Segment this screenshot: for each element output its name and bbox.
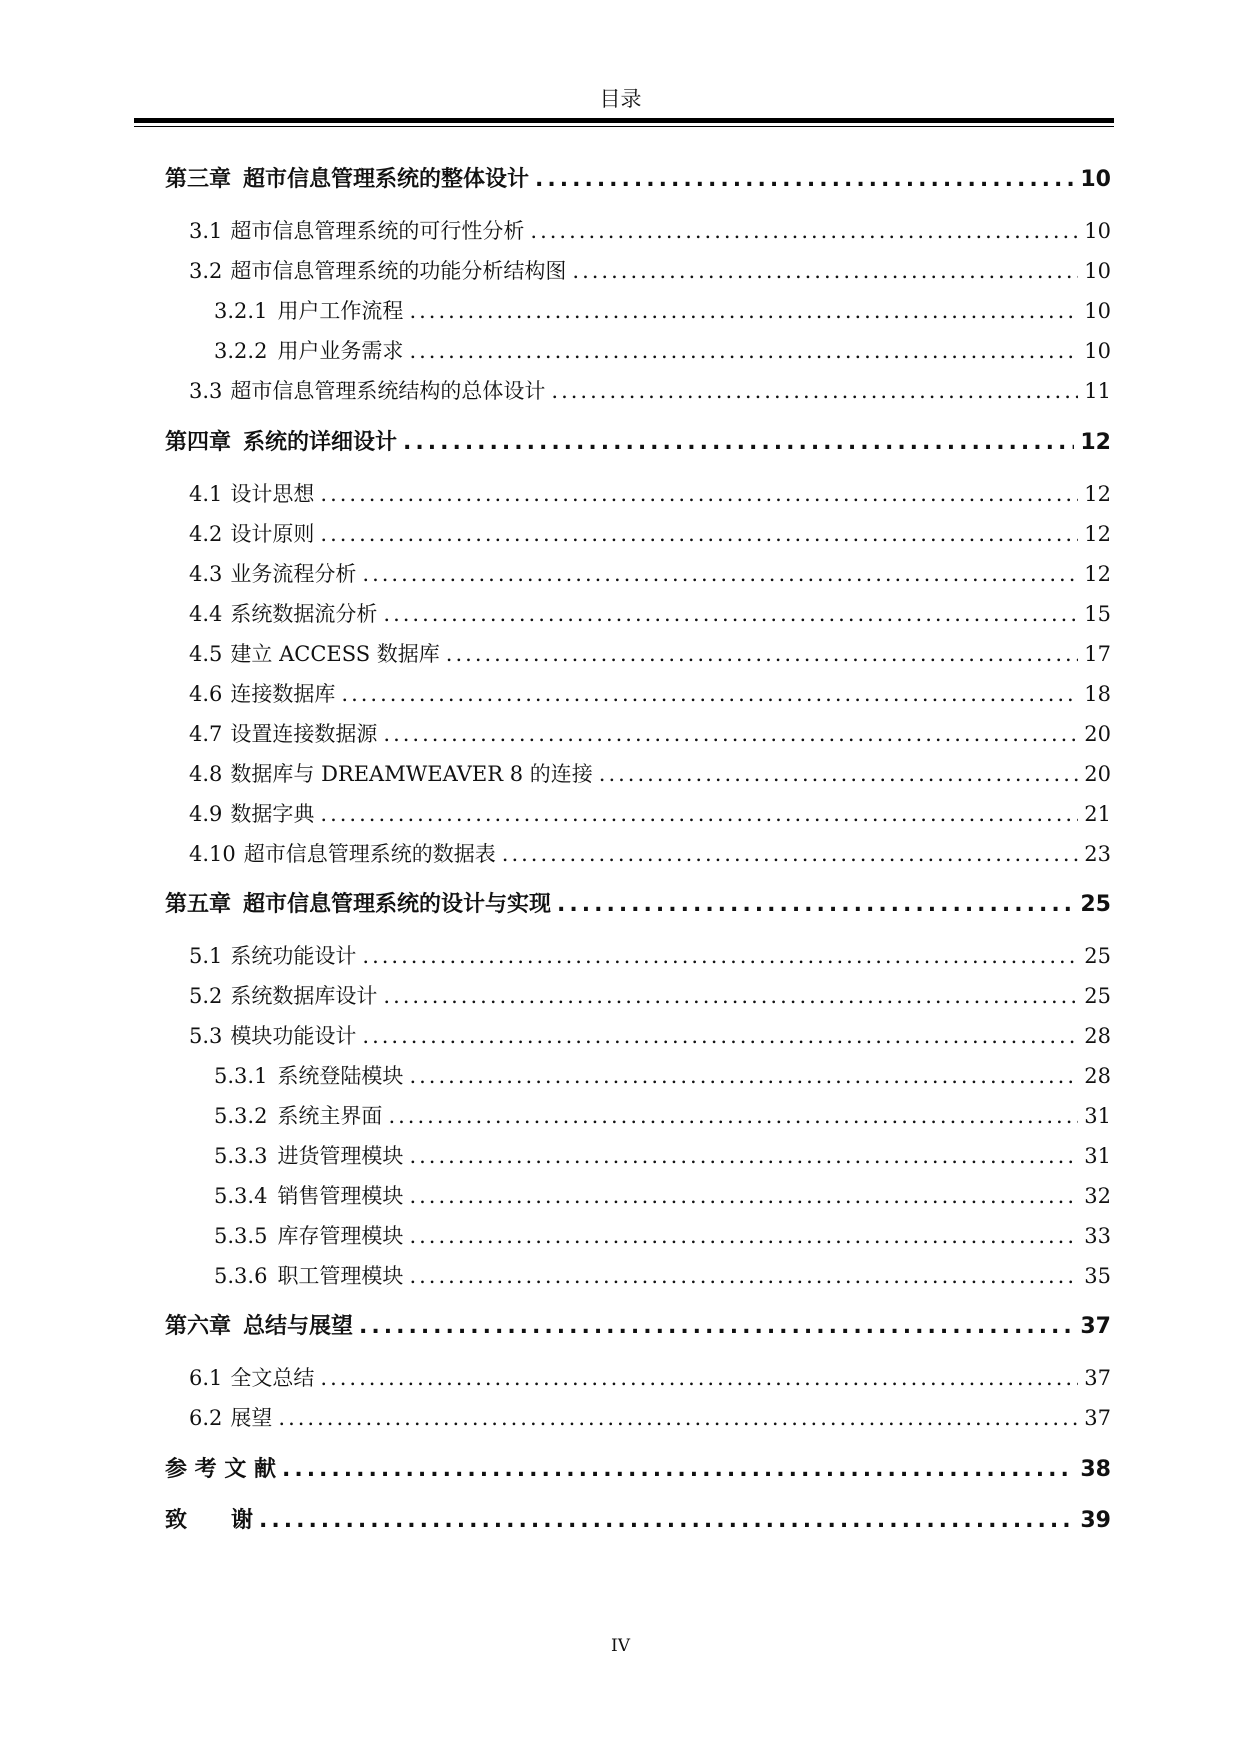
toc-dot-leader [362,1020,1078,1052]
toc-entry-number: 5.3.1 [214,1064,268,1088]
toc-entry[interactable] [214,1100,1111,1132]
toc-entry-title: 系统登陆模块 [277,1064,404,1088]
toc-entry-title: 进货管理模块 [277,1144,404,1168]
toc-entry[interactable] [189,838,1111,870]
toc-entry-title: 总结与展望 [243,1314,354,1339]
toc-entry-title: 设置连接数据源 [230,722,378,746]
toc-entry-page: 25 [1084,984,1111,1008]
toc-entry-number: 3.3 [189,379,223,403]
toc-entry-title: 超市信息管理系统的可行性分析 [230,219,525,243]
toc-entry-number: 5.1 [189,944,223,968]
toc-entry-title: 系统的详细设计 [243,430,398,455]
toc-dot-leader [409,335,1078,367]
toc-entry[interactable] [189,1402,1111,1434]
toc-dot-leader [359,1311,1074,1343]
toc-entry-title: 建立 ACCESS 数据库 [230,642,440,666]
toc-entry-title: 系统功能设计 [230,944,357,968]
toc-entry-page: 28 [1084,1024,1111,1048]
header-rule-thick [134,118,1114,123]
toc-entry-number: 4.5 [189,642,223,666]
toc-entry[interactable] [214,1060,1111,1092]
toc-dot-leader [320,1362,1078,1394]
toc-entry-page: 25 [1084,944,1111,968]
toc-entry[interactable] [165,889,1111,921]
toc-entry[interactable] [165,1505,1111,1537]
toc-entry-page: 18 [1084,682,1111,706]
toc-entry-page: 31 [1084,1144,1111,1168]
toc-entry[interactable] [214,295,1111,327]
toc-entry-number: 5.3.2 [214,1104,268,1128]
toc-entry-number: 第六章 [165,1314,232,1339]
toc-entry-page: 10 [1084,219,1111,243]
toc-entry-page: 39 [1080,1508,1111,1533]
toc-entry-page: 12 [1084,562,1111,586]
toc-entry-number: 第三章 [165,167,232,192]
header-rule-thin [134,126,1114,127]
page-header-title: 目录 [599,87,642,111]
toc-entry[interactable] [189,1362,1111,1394]
toc-entry-title: 数据字典 [230,802,315,826]
toc-entry-number: 5.3.6 [214,1264,268,1288]
toc-dot-leader [362,940,1078,972]
toc-entry-number: 4.10 [189,842,236,866]
toc-entry[interactable] [189,940,1111,972]
toc-entry-number: 4.2 [189,522,223,546]
toc-entry[interactable] [214,335,1111,367]
toc-entry-number: 5.3.4 [214,1184,268,1208]
toc-entry-title: 系统数据流分析 [230,602,378,626]
toc-entry-title: 模块功能设计 [230,1024,357,1048]
toc-entry[interactable] [189,518,1111,550]
toc-entry-page: 23 [1084,842,1111,866]
toc-entry-title: 超市信息管理系统的整体设计 [243,167,530,192]
toc-entry-page: 32 [1084,1184,1111,1208]
toc-dot-leader [383,598,1078,630]
toc-dot-leader [409,1060,1078,1092]
toc-entry-number: 4.8 [189,762,223,786]
toc-dot-leader [320,478,1078,510]
toc-entry[interactable] [165,427,1111,459]
toc-dot-leader [278,1402,1078,1434]
toc-dot-leader [409,1140,1078,1172]
toc-entry-title: 数据库与 DREAMWEAVER 8 的连接 [230,762,593,786]
toc-entry[interactable] [214,1260,1111,1292]
toc-entry-page: 12 [1084,482,1111,506]
toc-entry-page: 37 [1084,1406,1111,1430]
toc-entry-number: 5.2 [189,984,223,1008]
toc-entry-title: 超市信息管理系统结构的总体设计 [230,379,546,403]
toc-dot-leader [383,980,1078,1012]
toc-dot-leader [409,1220,1078,1252]
toc-entry-number: 4.7 [189,722,223,746]
toc-entry-title: 超市信息管理系统的功能分析结构图 [230,259,567,283]
toc-entry-number: 4.4 [189,602,223,626]
toc-entry-number: 3.2 [189,259,223,283]
toc-entry-number: 5.3 [189,1024,223,1048]
toc-dot-leader [320,798,1078,830]
toc-entry-number: 第五章 [165,892,232,917]
toc-entry-number: 5.3.5 [214,1224,268,1248]
toc-entry[interactable] [189,718,1111,750]
toc-dot-leader [282,1454,1074,1486]
toc-entry-number: 4.6 [189,682,223,706]
toc-entry-number: 4.3 [189,562,223,586]
toc-entry-title: 业务流程分析 [230,562,357,586]
toc-entry[interactable] [214,1180,1111,1212]
page-number: IV [611,1636,630,1656]
toc-entry-title: 参 考 文 献 [165,1457,276,1482]
toc-entry-page: 20 [1084,762,1111,786]
toc-entry-number: 第四章 [165,430,232,455]
toc-entry-page: 21 [1084,802,1111,826]
toc-entry-title: 连接数据库 [230,682,336,706]
toc-entry[interactable] [165,1311,1111,1343]
toc-dot-leader [502,838,1079,870]
toc-entry[interactable] [189,478,1111,510]
toc-entry-number: 6.2 [189,1406,223,1430]
toc-entry[interactable] [189,375,1111,407]
toc-dot-leader [535,164,1074,196]
toc-entry-title: 销售管理模块 [277,1184,404,1208]
toc-dot-leader [551,375,1078,407]
toc-entry-number: 3.1 [189,219,223,243]
toc-entry[interactable] [189,215,1111,247]
toc-entry-number: 3.2.2 [214,339,268,363]
toc-dot-leader [530,215,1078,247]
toc-entry-number: 3.2.1 [214,299,268,323]
toc-entry-page: 12 [1080,430,1111,455]
toc-entry-number: 4.1 [189,482,223,506]
toc-entry-title: 设计思想 [230,482,315,506]
toc-dot-leader [388,1100,1078,1132]
toc-entry[interactable] [189,758,1111,790]
toc-entry[interactable] [189,638,1111,670]
toc-entry-page: 10 [1084,259,1111,283]
toc-entry-title: 职工管理模块 [277,1264,404,1288]
toc-entry-page: 33 [1084,1224,1111,1248]
toc-entry[interactable] [189,598,1111,630]
toc-entry-title: 超市信息管理系统的设计与实现 [243,892,552,917]
toc-dot-leader [259,1505,1074,1537]
toc-entry-page: 10 [1084,339,1111,363]
toc-entry-page: 28 [1084,1064,1111,1088]
toc-entry[interactable] [165,1454,1111,1486]
toc-entry-page: 15 [1084,602,1111,626]
toc-entry-page: 37 [1080,1314,1111,1339]
toc-dot-leader [599,758,1078,790]
toc-entry[interactable] [189,255,1111,287]
toc-entry[interactable] [189,798,1111,830]
toc-entry[interactable] [189,678,1111,710]
toc-entry-page: 17 [1084,642,1111,666]
toc-entry[interactable] [214,1140,1111,1172]
toc-entry[interactable] [189,558,1111,590]
toc-entry-title: 系统数据库设计 [230,984,378,1008]
toc-entry-page: 10 [1084,299,1111,323]
toc-entry-page: 31 [1084,1104,1111,1128]
toc-dot-leader [403,427,1074,459]
toc-dot-leader [383,718,1078,750]
toc-entry-number: 4.9 [189,802,223,826]
toc-entry-title: 设计原则 [230,522,315,546]
toc-dot-leader [320,518,1078,550]
toc-entry-page: 11 [1084,379,1111,403]
toc-entry-page: 37 [1084,1366,1111,1390]
toc-entry-title: 超市信息管理系统的数据表 [243,842,496,866]
toc-entry[interactable] [165,164,1111,196]
toc-entry-title: 致 谢 [165,1508,254,1533]
toc-dot-leader [557,889,1074,921]
toc-entry[interactable] [189,1020,1111,1052]
toc-entry-number: 5.3.3 [214,1144,268,1168]
toc-entry-page: 25 [1080,892,1111,917]
toc-entry-page: 12 [1084,522,1111,546]
toc-entry[interactable] [189,980,1111,1012]
toc-entry-page: 20 [1084,722,1111,746]
toc-entry-title: 用户工作流程 [277,299,404,323]
toc-entry-page: 10 [1080,167,1111,192]
toc-entry-title: 全文总结 [230,1366,315,1390]
toc-dot-leader [572,255,1078,287]
toc-dot-leader [362,558,1078,590]
toc-dot-leader [446,638,1078,670]
toc-entry-title: 用户业务需求 [277,339,404,363]
toc-dot-leader [409,1180,1078,1212]
toc-dot-leader [409,1260,1078,1292]
toc-entry[interactable] [214,1220,1111,1252]
toc-entry-number: 6.1 [189,1366,223,1390]
toc-entry-title: 展望 [230,1406,273,1430]
toc-dot-leader [409,295,1078,327]
toc-entry-page: 35 [1084,1264,1111,1288]
toc-entry-title: 系统主界面 [277,1104,383,1128]
toc-entry-title: 库存管理模块 [277,1224,404,1248]
toc-entry-page: 38 [1080,1457,1111,1482]
toc-dot-leader [341,678,1078,710]
